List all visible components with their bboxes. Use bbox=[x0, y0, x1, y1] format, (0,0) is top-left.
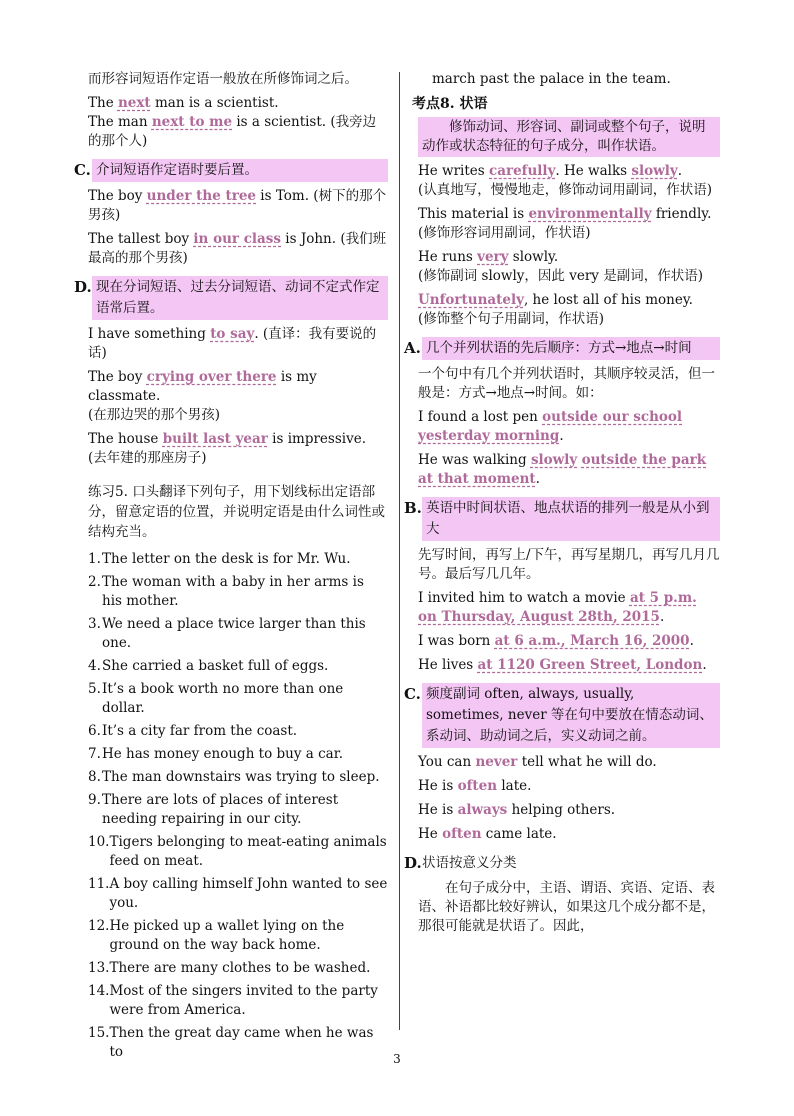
sentence-text: There are many clothes to be washed. bbox=[109, 960, 371, 976]
sentence-number: 11. bbox=[88, 876, 110, 892]
sentence-text: He has money enough to buy a car. bbox=[102, 746, 343, 762]
frequency-example-4: He often came late. bbox=[418, 826, 557, 842]
sentence-text: A boy calling himself John wanted to see you. bbox=[109, 876, 388, 911]
continuation-text: march past the palace in the team. bbox=[432, 71, 671, 87]
sentence-text: Most of the singers invited to the party were from America. bbox=[109, 983, 378, 1018]
sentence-number: 4. bbox=[88, 658, 101, 674]
example-d2: The boy crying over there is my classmate. (在那边哭的那个男孩) bbox=[88, 369, 317, 423]
section-a-order: A. 几个并列状语的先后顺序：方式→地点→时间 bbox=[418, 337, 720, 360]
exercise-sentence bbox=[88, 573, 388, 611]
sentence-number: 7. bbox=[88, 746, 101, 762]
exercise-sentence bbox=[88, 875, 388, 913]
exercise-sentence-list bbox=[88, 550, 388, 1062]
classification-text: 在句子成分中，主语、谓语、宾语、定语、表语、补语都比较好辨认，如果这几个成分都不是，那很可能就是状语了。因此， bbox=[418, 880, 715, 934]
exercise-sentence bbox=[88, 657, 388, 676]
sentence-text: The letter on the desk is for Mr. Wu. bbox=[102, 551, 351, 567]
section-c-prepositional: C. 介词短语作定语时要后置。 bbox=[88, 159, 388, 182]
exercise-sentence bbox=[88, 791, 388, 829]
sentence-text: The man downstairs was trying to sleep. bbox=[102, 769, 380, 785]
place-example-3: He lives at 1120 Green Street, London. bbox=[418, 657, 707, 673]
sentence-number: 13. bbox=[88, 960, 110, 976]
adverbial-example-4: Unfortunately, he lost all of his money. (修饰整个句子用副词，作状语) bbox=[418, 292, 693, 327]
exercise-sentence bbox=[88, 745, 388, 764]
sentence-number: 9. bbox=[88, 792, 101, 808]
exercise-sentence bbox=[88, 768, 388, 787]
adverbial-example-3: He runs very slowly. (修饰副词 slowly，因此 very 是副词，作状语) bbox=[418, 249, 703, 284]
example-c1: The boy under the tree is Tom. (树下的那个男孩) bbox=[88, 188, 387, 223]
sentence-number: 1. bbox=[88, 551, 101, 567]
frequency-example-1: You can never tell what he will do. bbox=[418, 754, 657, 770]
exercise-sentence bbox=[88, 833, 388, 871]
sentence-text: Tigers belonging to meat-eating animals feed on meat. bbox=[109, 834, 387, 869]
left-column bbox=[74, 70, 388, 1066]
adverbial-definition: 修饰动词、形容词、副词或整个句子，说明动作或状态特征的句子成分，叫作状语。 bbox=[418, 117, 720, 157]
sentence-text: We need a place twice larger than this one. bbox=[102, 616, 366, 651]
order-explanation: 一个句中有几个并列状语时，其顺序较灵活，但一般是：方式→地点→时间。如： bbox=[418, 366, 715, 401]
page-number: 3 bbox=[393, 1052, 401, 1066]
example-c2: The tallest boy in our class is John. (我们班最高的那个男孩) bbox=[88, 231, 387, 266]
exercise-sentence bbox=[88, 615, 388, 653]
section-c-frequency: C. 频度副词 often, always, usually, sometimes, never 等在句中要放在情态动词、系动词、助动词之后，实义动词之前。 bbox=[418, 683, 720, 748]
section-heading: 考点8. 状语 bbox=[412, 96, 488, 112]
sentence-text: It’s a book worth no more than one dollar. bbox=[102, 681, 344, 716]
sentence-number: 3. bbox=[88, 616, 101, 632]
sentence-text: She carried a basket full of eggs. bbox=[102, 658, 329, 674]
sentence-number: 5. bbox=[88, 681, 101, 697]
time-example-2: I was born at 6 a.m., March 16, 2000. bbox=[418, 633, 694, 649]
exercise-sentence bbox=[88, 959, 388, 978]
exercise-sentence bbox=[88, 680, 388, 718]
exercise-sentence bbox=[88, 550, 388, 569]
section-d-participle: D. 现在分词短语、过去分词短语、动词不定式作定语常后置。 bbox=[88, 276, 388, 320]
adverbial-example-2: This material is environmentally friendly. (修饰形容词用副词，作状语) bbox=[418, 206, 712, 241]
exercise-sentence bbox=[88, 722, 388, 741]
time-place-explanation: 先写时间，再写上/下午，再写星期几，再写几月几号。最后写几几年。 bbox=[418, 547, 720, 582]
adverbial-example-1: He writes carefully. He walks slowly. (认真地写，慢慢地走，修饰动词用副词，作状语) bbox=[418, 163, 713, 198]
sentence-number: 2. bbox=[88, 574, 101, 590]
sentence-number: 12. bbox=[88, 918, 110, 934]
sentence-text: He picked up a wallet lying on the ground on the way back home. bbox=[109, 918, 345, 953]
sentence-text: The woman with a baby in her arms is his mother. bbox=[102, 574, 364, 609]
sentence-number: 6. bbox=[88, 723, 101, 739]
example-next-1: The next man is a scientist. bbox=[88, 95, 279, 111]
order-example-2: He was walking slowly outside the park at that moment. bbox=[418, 452, 707, 487]
example-next-2: The man next to me is a scientist. (我旁边的那个人) bbox=[88, 114, 377, 149]
sentence-number: 8. bbox=[88, 769, 101, 785]
column-divider bbox=[399, 72, 400, 1030]
frequency-example-3: He is always helping others. bbox=[418, 802, 616, 818]
example-d3: The house built last year is impressive. (去年建的那座房子) bbox=[88, 431, 366, 466]
section-b-time-place: B. 英语中时间状语、地点状语的排列一般是从小到大 bbox=[418, 497, 720, 541]
time-example-1: I invited him to watch a movie at 5 p.m. on Thursday, August 28th, 2015. bbox=[418, 590, 697, 625]
order-example-1: I found a lost pen outside our school yesterday morning. bbox=[418, 409, 683, 444]
intro-text: 而形容词短语作定语一般放在所修饰词之后。 bbox=[88, 71, 358, 87]
sentence-text: It’s a city far from the coast. bbox=[102, 723, 298, 739]
exercise-sentence bbox=[88, 982, 388, 1020]
sentence-number: 10. bbox=[88, 834, 110, 850]
exercise-sentence bbox=[88, 917, 388, 955]
right-column bbox=[404, 70, 720, 936]
section-d-classification: D. 状语按意义分类 bbox=[404, 854, 517, 872]
exercise-5-instructions: 练习5. 口头翻译下列句子，用下划线标出定语部分，留意定语的位置，并说明定语是由什么词性或结构充当。 bbox=[88, 484, 385, 540]
sentence-text: There are lots of places of interest needing repairing in our city. bbox=[102, 792, 339, 827]
sentence-number: 14. bbox=[88, 983, 110, 999]
frequency-example-2: He is often late. bbox=[418, 778, 532, 794]
example-d1: I have something to say. (直译：我有要说的话) bbox=[88, 326, 377, 361]
sentence-text: Then the great day came when he was to bbox=[109, 1025, 374, 1060]
sentence-number: 15. bbox=[88, 1025, 110, 1041]
